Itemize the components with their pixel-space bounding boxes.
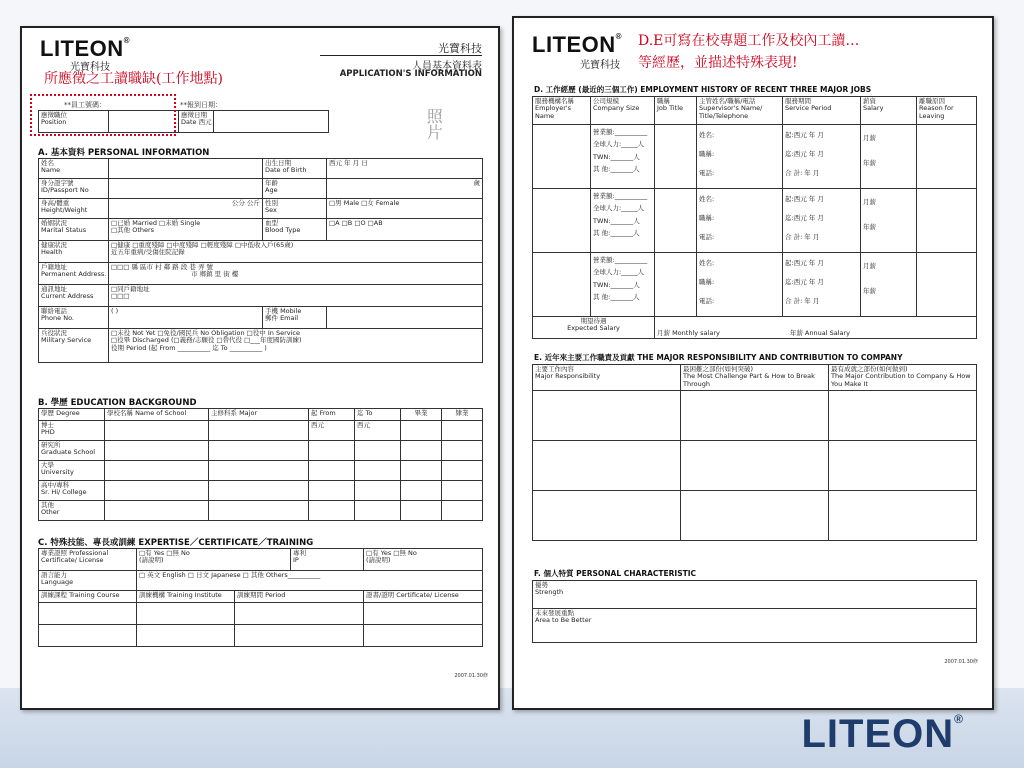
resp-header-challenge: 最困難之部份(如何突破) The Most Challenge Part & How to Break Through bbox=[681, 365, 829, 391]
edu-cell[interactable] bbox=[309, 501, 355, 521]
edu-header-incomplete: 肄業 bbox=[442, 409, 483, 421]
header-form-title-cn: 人員基本資料表 bbox=[412, 61, 482, 72]
training-cell[interactable] bbox=[39, 603, 137, 625]
resp-cell[interactable] bbox=[681, 441, 829, 491]
patent-options[interactable]: □有 Yes □無 No (請說明) bbox=[364, 549, 483, 571]
marital-label: 婚姻狀況 Marital Status bbox=[39, 219, 109, 241]
emp-salary-lines[interactable]: 月薪 年薪 bbox=[861, 125, 917, 189]
resp-cell[interactable] bbox=[829, 491, 977, 541]
emp-header-employer: 服務機構名稱 Employer's Name bbox=[533, 97, 591, 125]
license-label: 專業證照 Professional Certificate/ License bbox=[39, 549, 137, 571]
emp-title-input[interactable] bbox=[655, 125, 697, 189]
emp-period-lines[interactable]: 起:西元 年 月 迄:西元 年 月 合 計: 年 月 bbox=[783, 189, 861, 253]
liteon-logo: LITEON® bbox=[532, 32, 623, 57]
blood-label: 血型 Blood Type bbox=[263, 219, 327, 241]
section-f-title: F. 個人特質 PERSONAL CHARACTERISTIC bbox=[534, 569, 697, 578]
edu-degree-graduate: 研究所 Graduate School bbox=[39, 441, 105, 461]
resp-header-major: 主要工作內容 Major Responsibility bbox=[533, 365, 681, 391]
edu-header-degree: 學歷 Degree bbox=[39, 409, 105, 421]
training-cell[interactable] bbox=[137, 603, 235, 625]
emp-supervisor-lines[interactable]: 姓名: 職稱: 電話: bbox=[697, 189, 783, 253]
resp-header-contribution: 最有成就之部份(如何做到) The Major Contribution to Company & How You Make It bbox=[829, 365, 977, 391]
edu-cell[interactable] bbox=[105, 461, 209, 481]
perm-address-input[interactable]: □□□ 縣 區市 村 鄰 路 段 巷 弄 號 市 鄉鎮 里 街 樓 bbox=[109, 263, 483, 285]
edu-cell[interactable] bbox=[209, 481, 309, 501]
form-revision-date: 2007.01.30修 bbox=[454, 673, 488, 679]
edu-cell[interactable] bbox=[105, 421, 209, 441]
edu-header-to: 迄 To bbox=[355, 409, 401, 421]
area-to-improve-field[interactable]: 未來發展重點 Area to Be Better bbox=[533, 609, 977, 643]
language-options[interactable]: □ 英文 English □ 日文 Japanese □ 其他 Others__________ bbox=[137, 571, 483, 591]
emp-reason-input[interactable] bbox=[917, 253, 977, 317]
emp-header-period: 服務期間 Service Period bbox=[783, 97, 861, 125]
employment-row bbox=[533, 189, 977, 253]
emp-header-reason: 離職原因 Reason for Leaving bbox=[917, 97, 977, 125]
dob-input[interactable]: 西元 年 月 日 bbox=[327, 159, 483, 179]
military-label: 兵役狀況 Military Service bbox=[39, 329, 109, 363]
edu-cell[interactable] bbox=[401, 481, 442, 501]
edu-cell[interactable] bbox=[355, 501, 401, 521]
edu-cell[interactable] bbox=[209, 501, 309, 521]
position-highlight-box bbox=[30, 94, 176, 136]
experience-annotation-line2: 等經歷，並描述特殊表現! bbox=[638, 55, 798, 71]
edu-cell[interactable] bbox=[401, 461, 442, 481]
responsibility-table bbox=[532, 364, 977, 541]
edu-cell[interactable] bbox=[442, 501, 483, 521]
edu-degree-university: 大學 University bbox=[39, 461, 105, 481]
id-input[interactable] bbox=[109, 179, 263, 199]
liteon-logo: LITEON® bbox=[40, 36, 131, 61]
emp-salary-lines[interactable]: 月薪 年薪 bbox=[861, 189, 917, 253]
expected-salary-label: 期望待遇 Expected Salary bbox=[533, 317, 655, 339]
section-c-title: C. 特殊技能、專長或訓練 EXPERTISE／CERTIFICATE／TRAINING bbox=[38, 538, 314, 548]
header-form-title-en: APPLICATION'S INFORMATION bbox=[339, 69, 482, 79]
name-label: 姓名 Name bbox=[39, 159, 109, 179]
emp-size-lines[interactable]: 營業額:__________ 全球人力:_____人 TWN:_______人 其 他:_______人 bbox=[591, 189, 655, 253]
employee-no-label: **員工號碼： bbox=[64, 101, 106, 109]
training-header-period: 訓練期間 Period bbox=[235, 591, 364, 603]
edu-cell[interactable] bbox=[209, 441, 309, 461]
header-company: 光寶科技 bbox=[438, 42, 482, 55]
edu-cell[interactable] bbox=[309, 441, 355, 461]
emp-employer-input[interactable] bbox=[533, 125, 591, 189]
emp-header-title: 職稱 Job Title bbox=[655, 97, 697, 125]
experience-annotation-line1: D.E可寫在校專題工作及校內工讀… bbox=[638, 33, 860, 49]
health-label: 健康狀況 Health bbox=[39, 241, 109, 263]
edu-cell[interactable] bbox=[105, 441, 209, 461]
available-date-label: 應徵日期 Date 西元 bbox=[179, 111, 214, 133]
emp-employer-input[interactable] bbox=[533, 189, 591, 253]
perm-address-label: 戶籍地址 Permanent Address. bbox=[39, 263, 109, 285]
emp-reason-input[interactable] bbox=[917, 125, 977, 189]
license-options[interactable]: □有 Yes □無 No (請說明) bbox=[137, 549, 291, 571]
training-cell[interactable] bbox=[39, 625, 137, 647]
edu-cell[interactable] bbox=[442, 461, 483, 481]
id-label: 身分證字號 ID/Passport No bbox=[39, 179, 109, 199]
resp-cell[interactable] bbox=[533, 441, 681, 491]
phone-input[interactable]: ( ) bbox=[109, 307, 263, 329]
company-name-cn: 光寶科技 bbox=[580, 60, 620, 71]
company-name-cn: 光寶科技 bbox=[70, 62, 110, 73]
sex-options[interactable]: □男 Male □女 Female bbox=[327, 199, 483, 219]
blood-options[interactable]: □A □B □O □AB bbox=[327, 219, 483, 241]
edu-cell[interactable] bbox=[309, 481, 355, 501]
expected-salary-input[interactable]: 月薪 Monthly salary 年薪 Annual Salary bbox=[655, 317, 977, 339]
edu-cell[interactable] bbox=[401, 501, 442, 521]
marital-options[interactable]: □已婚 Married □未婚 Single □其他 Others bbox=[109, 219, 263, 241]
emp-period-lines[interactable]: 起:西元 年 月 迄:西元 年 月 合 計: 年 月 bbox=[783, 125, 861, 189]
dob-label: 出生日期 Date of Birth bbox=[263, 159, 327, 179]
employment-table bbox=[532, 96, 977, 339]
edu-cell[interactable] bbox=[355, 441, 401, 461]
employment-row bbox=[533, 253, 977, 317]
height-weight-label: 身高/體重 Height/Weight bbox=[39, 199, 109, 219]
section-e-title: E. 近年來主要工作職責及貢獻 THE MAJOR RESPONSIBILITY AND CONTRIBUTION TO COMPANY bbox=[534, 353, 903, 362]
edu-cell[interactable] bbox=[401, 421, 442, 441]
health-options[interactable]: □健康 □重度殘障 □中度殘障 □輕度殘障 □中低收入戶(65歲) 近五年重病/受傷住院記錄 bbox=[109, 241, 483, 263]
edu-cell[interactable] bbox=[401, 441, 442, 461]
mobile-email-label: 手機 Mobile 郵件 Email bbox=[263, 307, 327, 329]
emp-employer-input[interactable] bbox=[533, 253, 591, 317]
edu-header-school: 學校名稱 Name of School bbox=[105, 409, 209, 421]
personal-info-table bbox=[38, 158, 483, 363]
resp-cell[interactable] bbox=[829, 441, 977, 491]
edu-cell[interactable] bbox=[209, 461, 309, 481]
edu-cell[interactable] bbox=[309, 461, 355, 481]
section-a-title: A. 基本資料 PERSONAL INFORMATION bbox=[38, 148, 210, 158]
section-d-title: D. 工作經歷 (最近的三個工作) EMPLOYMENT HISTORY OF RECENT THREE MAJOR JOBS bbox=[534, 85, 872, 94]
emp-supervisor-lines[interactable]: 姓名: 職稱: 電話: bbox=[697, 125, 783, 189]
employment-row bbox=[533, 125, 977, 189]
training-cell[interactable] bbox=[364, 625, 483, 647]
edu-cell[interactable] bbox=[105, 481, 209, 501]
height-weight-input[interactable]: 公分 公斤 bbox=[109, 199, 263, 219]
age-input[interactable]: 歲 bbox=[327, 179, 483, 199]
emp-title-input[interactable] bbox=[655, 253, 697, 317]
header-rule bbox=[320, 55, 482, 56]
edu-cell-from[interactable]: 西元 bbox=[309, 421, 355, 441]
edu-degree-other: 其他 Other bbox=[39, 501, 105, 521]
photo-placeholder: 照片 bbox=[424, 108, 444, 140]
edu-degree-phd: 博士 PHD bbox=[39, 421, 105, 441]
resp-cell[interactable] bbox=[681, 491, 829, 541]
edu-header-major: 主修科系 Major bbox=[209, 409, 309, 421]
available-date-input[interactable] bbox=[214, 111, 329, 133]
resp-cell[interactable] bbox=[681, 391, 829, 441]
edu-cell[interactable] bbox=[442, 421, 483, 441]
military-options[interactable]: □未役 Not Yet □免役/國民兵 No Obligation □役中 In Service □役畢 Discharged (□義務/志願役 □替代役 □___年度國防訓練) 役期 Period (起 From __________ 迄 To __________ ) bbox=[109, 329, 483, 363]
footer-logo: LITEON® bbox=[801, 712, 964, 756]
edu-degree-college: 高中/專科 Sr. Hi/ College bbox=[39, 481, 105, 501]
phone-label: 聯絡電話 Phone No. bbox=[39, 307, 109, 329]
emp-reason-input[interactable] bbox=[917, 189, 977, 253]
report-date-label: **報到日期： bbox=[180, 101, 222, 109]
training-cell[interactable] bbox=[137, 625, 235, 647]
mobile-email-input[interactable] bbox=[327, 307, 483, 329]
application-form-page-2 bbox=[512, 16, 994, 710]
resp-cell[interactable] bbox=[533, 491, 681, 541]
expertise-table bbox=[38, 548, 483, 647]
position-label: 應徵職位 Position bbox=[39, 111, 109, 133]
position-annotation: 所應徵之工讀職缺(工作地點) bbox=[44, 71, 223, 87]
language-label: 語言能力 Language bbox=[39, 571, 137, 591]
form-revision-date: 2007.01.30修 bbox=[944, 659, 978, 665]
edu-cell[interactable] bbox=[105, 501, 209, 521]
edu-cell[interactable] bbox=[209, 421, 309, 441]
resp-cell[interactable] bbox=[829, 391, 977, 441]
edu-cell[interactable] bbox=[442, 441, 483, 461]
education-table bbox=[38, 408, 483, 521]
edu-cell-to[interactable]: 西元 bbox=[355, 421, 401, 441]
edu-cell[interactable] bbox=[355, 481, 401, 501]
emp-period-lines[interactable]: 起:西元 年 月 迄:西元 年 月 合 計: 年 月 bbox=[783, 253, 861, 317]
resp-cell[interactable] bbox=[533, 391, 681, 441]
emp-size-lines[interactable]: 營業額:__________ 全球人力:_____人 TWN:_______人 其 他:_______人 bbox=[591, 125, 655, 189]
training-header-certificate: 證書/證明 Certificate/ License bbox=[364, 591, 483, 603]
current-address-label: 通訊地址 Current Address bbox=[39, 285, 109, 307]
training-cell[interactable] bbox=[235, 625, 364, 647]
section-b-title: B. 學歷 EDUCATION BACKGROUND bbox=[38, 398, 197, 408]
edu-header-from: 起 From bbox=[309, 409, 355, 421]
emp-header-salary: 薪資 Salary bbox=[861, 97, 917, 125]
emp-header-size: 公司規模 Company Size bbox=[591, 97, 655, 125]
emp-size-lines[interactable]: 營業額:__________ 全球人力:_____人 TWN:_______人 其 他:_______人 bbox=[591, 253, 655, 317]
patent-label: 專利 IP bbox=[291, 549, 364, 571]
current-address-input[interactable]: □同戶籍地址 □□□ bbox=[109, 285, 483, 307]
emp-title-input[interactable] bbox=[655, 189, 697, 253]
edu-header-graduated: 畢業 bbox=[401, 409, 442, 421]
edu-cell[interactable] bbox=[355, 461, 401, 481]
name-input[interactable] bbox=[109, 159, 263, 179]
strength-field[interactable]: 優勢 Strength bbox=[533, 581, 977, 609]
age-label: 年齡 Age bbox=[263, 179, 327, 199]
edu-cell[interactable] bbox=[442, 481, 483, 501]
emp-supervisor-lines[interactable]: 姓名: 職稱: 電話: bbox=[697, 253, 783, 317]
characteristic-table bbox=[532, 580, 977, 643]
training-cell[interactable] bbox=[364, 603, 483, 625]
emp-salary-lines[interactable]: 月薪 年薪 bbox=[861, 253, 917, 317]
sex-label: 性別 Sex bbox=[263, 199, 327, 219]
training-cell[interactable] bbox=[235, 603, 364, 625]
training-header-course: 訓練課程 Training Course bbox=[39, 591, 137, 603]
emp-header-supervisor: 主管姓名/職稱/電話 Supervisor's Name/ Title/Telephone bbox=[697, 97, 783, 125]
training-header-institute: 訓練機構 Training Institute bbox=[137, 591, 235, 603]
